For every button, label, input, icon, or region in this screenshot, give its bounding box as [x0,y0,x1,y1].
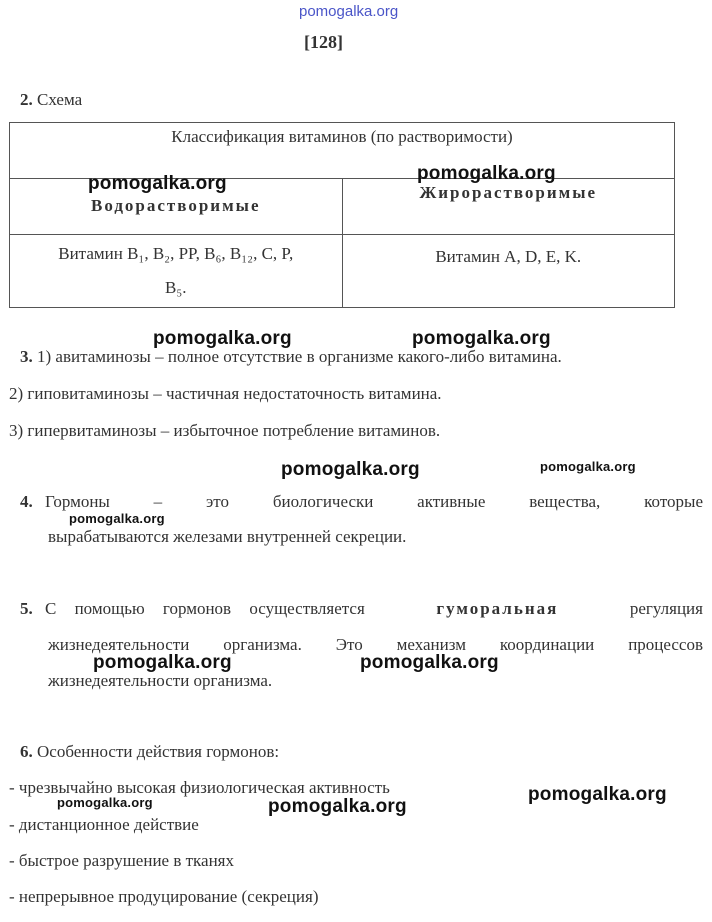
section-3-item-3: 3) гипервитаминозы – избыточное потребление витаминов. [9,421,441,440]
site-watermark-top: pomogalka.org [299,3,399,20]
watermark: pomogalka.org [69,511,165,526]
watermark: pomogalka.org [281,459,420,480]
section-6-heading [20,742,279,762]
section-4-number: 4. [20,492,33,511]
hormone-feature-item: - непрерывное продуцирование (секреция) [9,887,319,906]
section-5-line-3: жизнедеятельности организма. [48,671,273,690]
section-5-line-1-start: С помощью гормонов осуществляется [45,599,365,618]
section-5-humoral: гуморальная [436,599,559,618]
section-3-item-2: 2) гиповитаминозы – частичная недостаточность витамина. [9,384,442,403]
section-6-number: 6. [20,742,33,761]
watermark: pomogalka.org [412,328,551,349]
section-3-number: 3. [20,347,33,366]
section-2-number: 2. [20,90,33,109]
watermark: pomogalka.org [417,163,556,184]
section-2-heading [20,90,82,110]
watermark: pomogalka.org [528,784,667,805]
section-4-line-2: вырабатываются железами внутренней секреции. [48,527,407,546]
watermark: pomogalka.org [153,328,292,349]
section-5-line-1-end: регуляция [629,599,703,618]
water-soluble-values [10,235,343,308]
section-2-title: Схема [37,90,83,109]
hormone-feature-item: - чрезвычайно высокая физиологическая активность [9,778,390,797]
section-5-number: 5. [20,599,33,618]
vitamin-classification-table [9,122,675,308]
watermark: pomogalka.org [88,173,227,194]
fat-soluble-header: Жирорастворимые [342,179,675,235]
water-soluble-header: Водорастворимые [10,179,343,235]
watermark: pomogalka.org [268,796,407,817]
watermark: pomogalka.org [93,652,232,673]
section-5-line-1 [45,599,703,619]
hormone-feature-item: - быстрое разрушение в тканях [9,851,235,870]
table-title: Классификация витаминов (по растворимости) [10,123,675,179]
watermark: pomogalka.org [540,459,636,474]
section-6-title: Особенности действия гормонов: [37,742,280,761]
watermark: pomogalka.org [57,795,153,810]
section-3-item-1: 3. 1) авитаминозы – полное отсутствие в организме какого-либо витамина. [20,347,562,366]
page-number: [128] [304,32,343,52]
watermark: pomogalka.org [360,652,499,673]
fat-soluble-values: Витамин A, D, E, K. [342,235,675,308]
section-5-line-2: жизнедеятельности организма. Это механизм координации процессов [48,635,703,654]
water-soluble-line-1: Витамин B₁, B₂, PP, B₆, B₁₂, C, P, [58,244,294,263]
water-soluble-line-2: B₅. [164,278,187,297]
section-4-line-1: Гормоны – это биологически активные вещества, которые [45,492,703,511]
hormone-feature-item: - дистанционное действие [9,815,199,834]
